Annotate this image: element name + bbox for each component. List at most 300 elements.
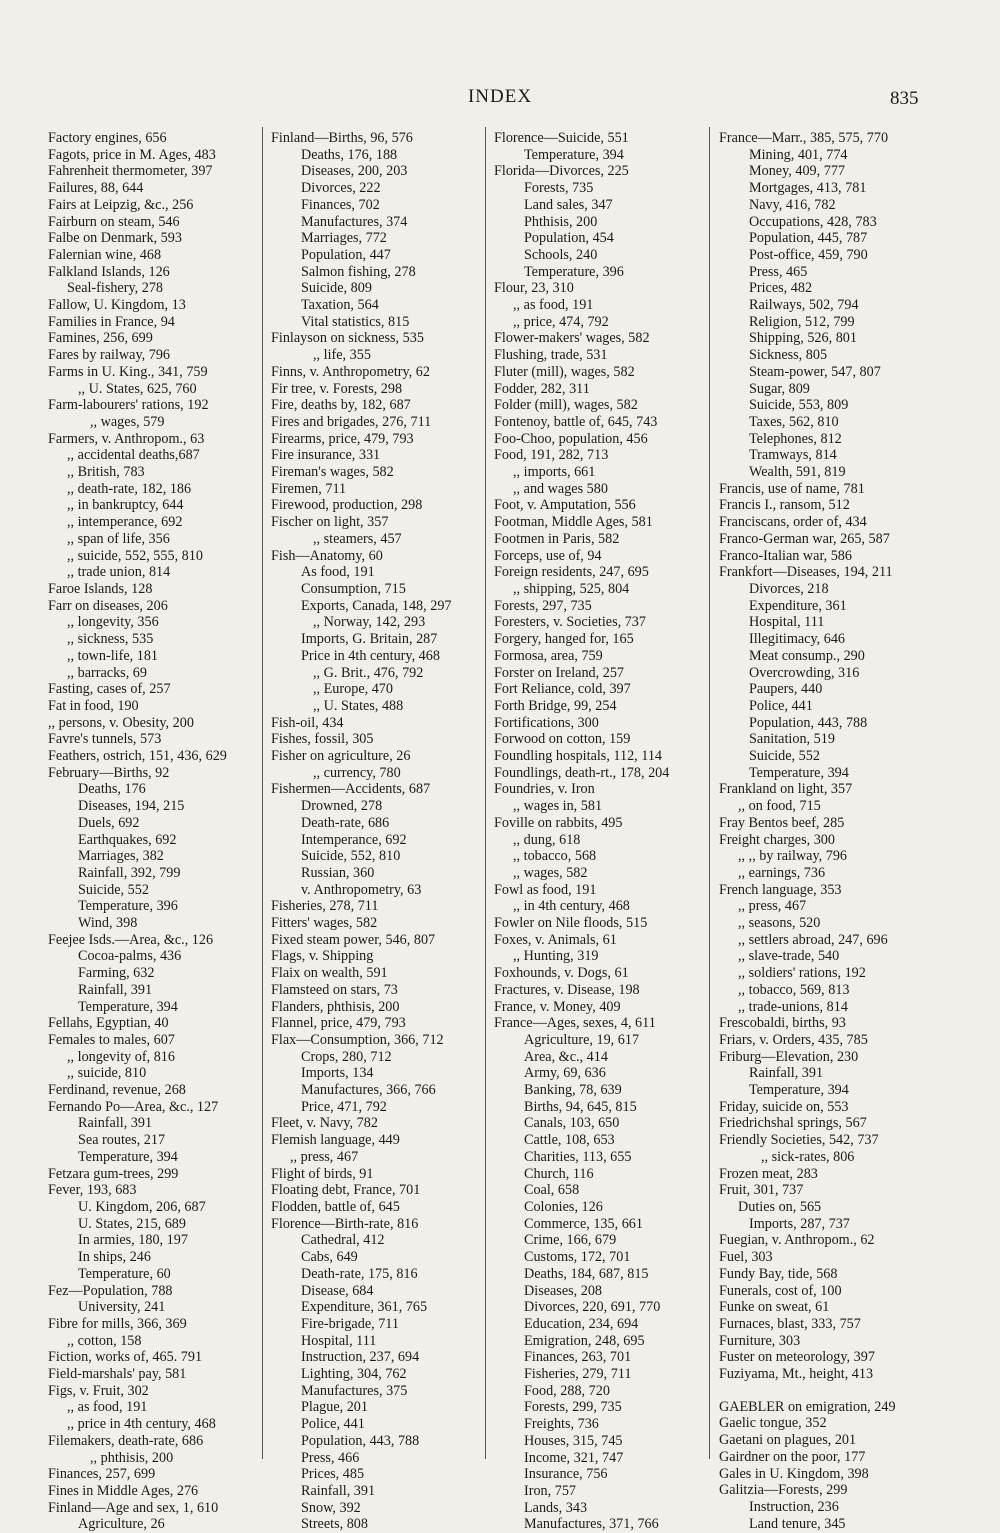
- index-entry: ,, suicide, 552, 555, 810: [67, 547, 203, 564]
- index-entry: ,, suicide, 810: [67, 1065, 147, 1082]
- index-entry: In ships, 246: [78, 1249, 151, 1266]
- index-entry: ,, sick-rates, 806: [761, 1148, 855, 1165]
- index-entry: Farr on diseases, 206: [48, 597, 168, 614]
- index-entry: Suicide, 809: [301, 280, 372, 297]
- index-entry: ,, seasons, 520: [738, 915, 821, 932]
- index-entry: Flour, 23, 310: [494, 280, 574, 297]
- index-entry: Foville on rabbits, 495: [494, 814, 623, 831]
- index-entry: Intemperance, 692: [301, 831, 407, 848]
- index-entry: Firewood, production, 298: [271, 497, 423, 514]
- index-entry: Lands, 343: [524, 1499, 588, 1516]
- index-entry: Furniture, 303: [719, 1332, 801, 1349]
- index-entry: Rainfall, 391: [749, 1065, 824, 1082]
- index-entry: Railways, 502, 794: [749, 297, 859, 314]
- index-entry: ,, dung, 618: [513, 831, 581, 848]
- index-entry: ,, U. States, 488: [313, 697, 404, 714]
- index-entry: Press, 465: [749, 263, 808, 280]
- index-entry: Frankfort—Diseases, 194, 211: [719, 564, 893, 581]
- index-entry: Marriages, 772: [301, 230, 387, 247]
- index-entry: ,, wages, 582: [513, 864, 588, 881]
- index-entry: Births, 94, 645, 815: [524, 1098, 637, 1115]
- index-entry: ,, settlers abroad, 247, 696: [738, 931, 888, 948]
- index-entry: Snow, 392: [301, 1499, 361, 1516]
- index-entry: Fiction, works of, 465. 791: [48, 1349, 203, 1366]
- index-entry: Gairdner on the poor, 177: [719, 1448, 866, 1465]
- index-entry: Crime, 166, 679: [524, 1232, 617, 1249]
- index-entry: Religion, 512, 799: [749, 313, 855, 330]
- index-entry: Farming, 632: [78, 965, 155, 982]
- index-entry: Fundy Bay, tide, 568: [719, 1265, 838, 1282]
- index-entry: Foundling hospitals, 112, 114: [494, 748, 663, 765]
- index-column-3: [494, 130, 724, 1533]
- index-entry: ,, accidental deaths,687: [67, 447, 200, 464]
- index-entry: Females to males, 607: [48, 1031, 175, 1048]
- index-entry: Hospital, 111: [301, 1332, 377, 1349]
- index-entry: ,, ,, by railway, 796: [738, 848, 848, 865]
- index-entry: Population, 443, 788: [749, 714, 868, 731]
- index-entry: Food, 191, 282, 713: [494, 447, 609, 464]
- index-entry: ,, town-life, 181: [67, 647, 159, 664]
- index-entry: ,, on food, 715: [738, 798, 821, 815]
- index-entry: Divorces, 222: [301, 180, 381, 197]
- index-entry: ,, price, 474, 792: [513, 313, 609, 330]
- index-entry: Expenditure, 361, 765: [301, 1299, 428, 1316]
- index-entry: ,, steamers, 457: [313, 530, 402, 547]
- index-entry: Farm-labourers' rations, 192: [48, 397, 209, 414]
- index-entry: Fever, 193, 683: [48, 1182, 137, 1199]
- index-entry: ,, wages, 579: [90, 413, 165, 430]
- index-entry: Temperature, 394: [78, 1148, 178, 1165]
- index-entry: Florence—Suicide, 551: [494, 130, 629, 146]
- index-entry: U. States, 215, 689: [78, 1215, 186, 1232]
- index-entry: Feathers, ostrich, 151, 436, 629: [48, 748, 227, 765]
- index-entry: Manufactures, 366, 766: [301, 1082, 436, 1099]
- index-entry: Fat in food, 190: [48, 697, 139, 714]
- index-entry: Rainfall, 392, 799: [78, 864, 181, 881]
- index-entry: Food, 288, 720: [524, 1382, 610, 1399]
- index-entry: Cattle, 108, 653: [524, 1132, 615, 1149]
- index-entry: Land sales, 347: [524, 196, 613, 213]
- index-entry: Fagots, price in M. Ages, 483: [48, 146, 216, 163]
- index-entry: Francis, use of name, 781: [719, 480, 865, 497]
- index-entry: Drowned, 278: [301, 798, 383, 815]
- index-entry: ,, shipping, 525, 804: [513, 580, 630, 597]
- index-entry: Franciscans, order of, 434: [719, 514, 867, 531]
- index-entry: Fuegian, v. Anthropom., 62: [719, 1232, 875, 1249]
- index-entry: ,, British, 783: [67, 464, 145, 481]
- index-entry: Fuziyama, Mt., height, 413: [719, 1366, 874, 1383]
- index-entry: Filemakers, death-rate, 686: [48, 1432, 204, 1449]
- index-entry: Steam-power, 547, 807: [749, 363, 881, 380]
- index-entry: Flags, v. Shipping: [271, 948, 374, 965]
- index-entry: Falkland Islands, 126: [48, 263, 170, 280]
- index-entry: Flanders, phthisis, 200: [271, 998, 400, 1015]
- index-entry: Earthquakes, 692: [78, 831, 177, 848]
- index-entry: Temperature, 394: [749, 764, 849, 781]
- index-entry: Wealth, 591, 819: [749, 464, 846, 481]
- index-entry: Price, 471, 792: [301, 1098, 387, 1115]
- index-entry: Death-rate, 686: [301, 814, 390, 831]
- index-entry: Population, 454: [524, 230, 614, 247]
- index-entry: Navy, 416, 782: [749, 196, 836, 213]
- index-entry: As food, 191: [301, 564, 375, 581]
- index-entry: Wind, 398: [78, 915, 138, 932]
- page-header-title: INDEX: [467, 86, 533, 107]
- index-entry: Fodder, 282, 311: [494, 380, 590, 397]
- index-entry: Frescobaldi, births, 93: [719, 1015, 846, 1032]
- index-entry: Land tenure, 345: [749, 1515, 846, 1532]
- index-entry: France, v. Money, 409: [494, 998, 621, 1015]
- index-entry: ,, span of life, 356: [67, 530, 170, 547]
- index-entry: Ferdinand, revenue, 268: [48, 1082, 186, 1099]
- index-entry: Finland—Births, 96, 576: [271, 130, 413, 146]
- index-entry: Prices, 482: [749, 280, 813, 297]
- index-entry: Prices, 485: [301, 1466, 365, 1483]
- index-entry: Manufactures, 371, 766: [524, 1516, 659, 1533]
- index-entry: Church, 116: [524, 1165, 594, 1182]
- index-entry: Fire, deaths by, 182, 687: [271, 397, 411, 414]
- index-entry: Foreign residents, 247, 695: [494, 564, 649, 581]
- index-entry: Fire-brigade, 711: [301, 1315, 399, 1332]
- index-entry: Failures, 88, 644: [48, 180, 144, 197]
- index-entry: Forth Bridge, 99, 254: [494, 697, 617, 714]
- index-entry: ,, death-rate, 182, 186: [67, 480, 192, 497]
- index-entry: French language, 353: [719, 881, 842, 898]
- index-entry: Foo-Choo, population, 456: [494, 430, 648, 447]
- index-entry: Faroe Islands, 128: [48, 580, 153, 597]
- index-entry: Farmers, v. Anthropom., 63: [48, 430, 205, 447]
- index-entry: Meat consump., 290: [749, 647, 865, 664]
- index-entry: Fish—Anatomy, 60: [271, 547, 383, 564]
- index-entry: Fez—Population, 788: [48, 1282, 173, 1299]
- index-entry: Foundries, v. Iron: [494, 781, 595, 798]
- index-entry: Fibre for mills, 366, 369: [48, 1315, 187, 1332]
- index-entry: Expenditure, 361: [749, 597, 847, 614]
- index-entry: Fires and brigades, 276, 711: [271, 413, 432, 430]
- index-entry: Press, 466: [301, 1449, 360, 1466]
- index-entry: ,, in 4th century, 468: [513, 898, 630, 915]
- index-entry: Fireman's wages, 582: [271, 464, 394, 481]
- index-entry: ,, life, 355: [313, 347, 371, 364]
- index-entry: ,, wages in, 581: [513, 798, 603, 815]
- index-entry: ,, currency, 780: [313, 764, 401, 781]
- index-entry: Footmen in Paris, 582: [494, 530, 620, 547]
- index-entry: Sanitation, 519: [749, 731, 835, 748]
- index-entry: ,, persons, v. Obesity, 200: [48, 714, 194, 731]
- index-entry: Flower-makers' wages, 582: [494, 330, 650, 347]
- index-entry: Crops, 280, 712: [301, 1048, 392, 1065]
- index-entry: Footman, Middle Ages, 581: [494, 514, 653, 531]
- index-entry: February—Births, 92: [48, 764, 170, 781]
- index-entry: Suicide, 553, 809: [749, 397, 849, 414]
- index-entry: Agriculture, 19, 617: [524, 1031, 640, 1048]
- index-entry: Fisher on agriculture, 26: [271, 748, 411, 765]
- index-entry: Temperature, 394: [524, 146, 624, 163]
- index-entry: Fairburn on steam, 546: [48, 213, 180, 230]
- index-entry: Forceps, use of, 94: [494, 547, 602, 564]
- index-entry: Cocoa-palms, 436: [78, 948, 182, 965]
- index-entry: Foxhounds, v. Dogs, 61: [494, 965, 629, 982]
- index-entry: Gales in U. Kingdom, 398: [719, 1465, 869, 1482]
- index-entry: Post-office, 459, 790: [749, 246, 868, 263]
- index-entry: Fishermen—Accidents, 687: [271, 781, 431, 798]
- index-entry: Colonies, 126: [524, 1199, 603, 1215]
- index-entry: Freights, 736: [524, 1416, 599, 1433]
- index-entry: Charities, 113, 655: [524, 1148, 632, 1165]
- index-entry: Overcrowding, 316: [749, 664, 860, 681]
- index-entry: Gaelic tongue, 352: [719, 1415, 827, 1432]
- index-entry: Area, &c., 414: [524, 1048, 608, 1065]
- index-entry: Taxes, 562, 810: [749, 413, 839, 430]
- index-entry: Fallow, U. Kingdom, 13: [48, 297, 186, 314]
- index-entry: Seal-fishery, 278: [67, 280, 164, 297]
- index-entry: ,, price in 4th century, 468: [67, 1416, 216, 1433]
- index-entry: Sea routes, 217: [78, 1132, 166, 1149]
- index-entry: Frankland on light, 357: [719, 781, 853, 798]
- index-entry: U. Kingdom, 206, 687: [78, 1199, 206, 1215]
- index-entry: Commerce, 135, 661: [524, 1215, 643, 1232]
- index-entry: ,, in bankruptcy, 644: [67, 497, 184, 514]
- index-entry: Russian, 360: [301, 864, 375, 881]
- index-entry: Paupers, 440: [749, 681, 823, 698]
- index-entry: Cabs, 649: [301, 1249, 358, 1266]
- index-entry: Families in France, 94: [48, 313, 175, 330]
- index-entry: Duties on, 565: [738, 1199, 822, 1215]
- index-entry: Shipping, 526, 801: [749, 330, 857, 347]
- index-entry: Fray Bentos beef, 285: [719, 814, 845, 831]
- index-entry: Falernian wine, 468: [48, 246, 162, 263]
- index-entry: Mining, 401, 774: [749, 146, 848, 163]
- index-entry: Canals, 103, 650: [524, 1115, 620, 1132]
- index-column-4: [719, 130, 949, 1532]
- index-entry: Finlayson on sickness, 535: [271, 330, 424, 347]
- index-entry: Lighting, 304, 762: [301, 1366, 407, 1383]
- index-entry: Fuel, 303: [719, 1249, 773, 1266]
- index-entry: Occupations, 428, 783: [749, 213, 877, 230]
- index-entry: Diseases, 194, 215: [78, 798, 185, 815]
- index-entry: Illegitimacy, 646: [749, 631, 846, 648]
- index-entry: ,, sickness, 535: [67, 631, 154, 648]
- index-entry: Emigration, 248, 695: [524, 1332, 645, 1349]
- index-entry: ,, and wages 580: [513, 480, 608, 497]
- index-entry: Friendly Societies, 542, 737: [719, 1132, 879, 1149]
- index-entry: Franco-Italian war, 586: [719, 547, 852, 564]
- index-entry: Mortgages, 413, 781: [749, 180, 867, 197]
- index-entry: Flannel, price, 479, 793: [271, 1015, 406, 1032]
- index-entry: Fractures, v. Disease, 198: [494, 981, 640, 998]
- index-entry: Diseases, 200, 203: [301, 163, 408, 180]
- index-entry: Agriculture, 26: [78, 1516, 165, 1533]
- index-entry: Temperature, 396: [524, 263, 624, 280]
- index-entry: ,, U. States, 625, 760: [78, 380, 197, 397]
- index-entry: Fishes, fossil, 305: [271, 731, 374, 748]
- index-entry: Friburg—Elevation, 230: [719, 1048, 859, 1065]
- index-entry: Sugar, 809: [749, 380, 810, 397]
- index-entry: Formosa, area, 759: [494, 647, 603, 664]
- index-entry: Fleet, v. Navy, 782: [271, 1115, 378, 1132]
- index-entry: Firearms, price, 479, 793: [271, 430, 414, 447]
- index-entry: Fixed steam power, 546, 807: [271, 931, 436, 948]
- index-entry: ,, Hunting, 319: [513, 948, 599, 965]
- index-entry: Florida—Divorces, 225: [494, 163, 629, 180]
- index-entry: Fines in Middle Ages, 276: [48, 1482, 199, 1499]
- index-entry: Foresters, v. Societies, 737: [494, 614, 646, 631]
- index-entry: ,, longevity, 356: [67, 614, 159, 631]
- index-entry: Finns, v. Anthropometry, 62: [271, 363, 430, 380]
- index-entry: Furnaces, blast, 333, 757: [719, 1315, 861, 1332]
- index-entry: Fitters' wages, 582: [271, 915, 378, 932]
- index-entry: Favre's tunnels, 573: [48, 731, 162, 748]
- index-entry: Fetzara gum-trees, 299: [48, 1165, 179, 1182]
- index-entry: Friedrichshal springs, 567: [719, 1115, 867, 1132]
- index-entry: Fares by railway, 796: [48, 347, 171, 364]
- index-entry: Banking, 78, 639: [524, 1082, 622, 1099]
- index-entry: Forwood on cotton, 159: [494, 731, 631, 748]
- index-entry: ,, Europe, 470: [313, 681, 393, 698]
- index-entry: Temperature, 394: [749, 1082, 849, 1099]
- index-entry: Deaths, 176, 188: [301, 146, 398, 163]
- index-entry: Fire insurance, 331: [271, 447, 381, 464]
- index-entry: ,, Norway, 142, 293: [313, 614, 426, 631]
- index-entry: Forster on Ireland, 257: [494, 664, 625, 681]
- index-entry: ,, trade-unions, 814: [738, 998, 848, 1015]
- index-entry: ,, tobacco, 569, 813: [738, 981, 850, 998]
- index-entry: Fish-oil, 434: [271, 714, 344, 731]
- index-entry: Friars, v. Orders, 435, 785: [719, 1031, 868, 1048]
- index-entry: Foundlings, death-rt., 178, 204: [494, 764, 670, 781]
- index-entry: Houses, 315, 745: [524, 1432, 623, 1449]
- index-entry: Police, 441: [301, 1416, 365, 1433]
- index-entry: Rainfall, 391: [78, 1115, 153, 1132]
- index-entry: Taxation, 564: [301, 297, 379, 314]
- index-entry: Imports, 287, 737: [749, 1215, 850, 1232]
- index-entry: Fontenoy, battle of, 645, 743: [494, 413, 658, 430]
- index-entry: Francis I., ransom, 512: [719, 497, 850, 514]
- index-entry: Population, 447: [301, 246, 391, 263]
- index-entry: Cathedral, 412: [301, 1232, 385, 1249]
- index-entry: Flaix on wealth, 591: [271, 965, 388, 982]
- index-entry: Exports, Canada, 148, 297: [301, 597, 452, 614]
- index-entry: Forgery, hanged for, 165: [494, 631, 634, 648]
- index-entry: Temperature, 394: [78, 998, 178, 1015]
- index-entry: Fairs at Leipzig, &c., 256: [48, 196, 194, 213]
- index-entry: Fowler on Nile floods, 515: [494, 915, 648, 932]
- index-entry: ,, earnings, 736: [738, 864, 826, 881]
- index-entry: Friday, suicide on, 553: [719, 1098, 849, 1115]
- index-entry: Rainfall, 391: [78, 981, 153, 998]
- index-entry: Suicide, 552: [749, 748, 820, 765]
- index-entry: Farms in U. King., 341, 759: [48, 363, 208, 380]
- index-entry: ,, intemperance, 692: [67, 514, 183, 531]
- index-entry: ,, longevity of, 816: [67, 1048, 175, 1065]
- index-entry: Manufactures, 374: [301, 213, 408, 230]
- index-entry: Finances, 702: [301, 196, 380, 213]
- index-entry: Gaetani on plagues, 201: [719, 1432, 857, 1449]
- index-entry: Flamsteed on stars, 73: [271, 981, 398, 998]
- index-entry: Customs, 172, 701: [524, 1249, 631, 1266]
- index-entry: Factory engines, 656: [48, 130, 167, 146]
- index-entry: Flight of birds, 91: [271, 1165, 374, 1182]
- index-entry: Frozen meat, 283: [719, 1165, 818, 1182]
- index-column-2: [271, 130, 501, 1533]
- index-entry: ,, tobacco, 568: [513, 848, 597, 865]
- index-entry: ,, barracks, 69: [67, 664, 147, 681]
- index-entry: Divorces, 220, 691, 770: [524, 1299, 661, 1316]
- index-entry: Floating debt, France, 701: [271, 1182, 421, 1199]
- index-entry: ,, trade union, 814: [67, 564, 171, 581]
- index-entry: Temperature, 396: [78, 898, 178, 915]
- index-entry: Schools, 240: [524, 246, 598, 263]
- index-entry: ,, press, 467: [290, 1148, 359, 1165]
- index-entry: Fort Reliance, cold, 397: [494, 681, 631, 698]
- index-entry: ,, cotton, 158: [67, 1332, 142, 1349]
- index-entry: Fisheries, 279, 711: [524, 1366, 632, 1383]
- index-entry: Fortifications, 300: [494, 714, 599, 731]
- index-entry: Disease, 684: [301, 1282, 374, 1299]
- index-entry: ,, press, 467: [738, 898, 807, 915]
- index-entry: Telephones, 812: [749, 430, 842, 447]
- index-entry: Diseases, 208: [524, 1282, 603, 1299]
- index-entry: Suicide, 552: [78, 881, 149, 898]
- index-entry: Deaths, 184, 687, 815: [524, 1265, 649, 1282]
- index-entry: Flushing, trade, 531: [494, 347, 608, 364]
- index-entry: GAEBLER on emigration, 249: [719, 1398, 896, 1415]
- index-entry: Fahrenheit thermometer, 397: [48, 163, 213, 180]
- index-entry: ,, as food, 191: [67, 1399, 148, 1416]
- index-entry: Famines, 256, 699: [48, 330, 153, 347]
- index-entry: France—Marr., 385, 575, 770: [719, 130, 889, 146]
- index-entry: Imports, G. Britain, 287: [301, 631, 438, 648]
- index-entry: In armies, 180, 197: [78, 1232, 188, 1249]
- index-entry: Education, 234, 694: [524, 1315, 639, 1332]
- index-entry: v. Anthropometry, 63: [301, 881, 422, 898]
- index-entry: Foxes, v. Animals, 61: [494, 931, 617, 948]
- index-entry: Streets, 808: [301, 1516, 368, 1533]
- index-entry: Fir tree, v. Forests, 298: [271, 380, 403, 397]
- index-entry: Phthisis, 200: [524, 213, 598, 230]
- index-entry: France—Ages, sexes, 4, 611: [494, 1015, 656, 1032]
- index-entry: Instruction, 236: [749, 1498, 839, 1515]
- index-entry: Deaths, 176: [78, 781, 146, 798]
- page-number: 835: [890, 88, 919, 109]
- index-entry: Tramways, 814: [749, 447, 837, 464]
- index-entry: Money, 409, 777: [749, 163, 846, 180]
- index-column-1: [48, 130, 278, 1533]
- index-entry: Forests, 735: [524, 180, 594, 197]
- index-entry: Rainfall, 391: [301, 1482, 376, 1499]
- index-entry: Finland—Age and sex, 1, 610: [48, 1499, 219, 1516]
- index-entry: Police, 441: [749, 697, 813, 714]
- index-entry: Population, 443, 788: [301, 1432, 420, 1449]
- index-entry: Flemish language, 449: [271, 1132, 400, 1149]
- index-entry: Income, 321, 747: [524, 1449, 624, 1466]
- index-entry: Figs, v. Fruit, 302: [48, 1382, 149, 1399]
- index-entry: Vital statistics, 815: [301, 313, 410, 330]
- index-entry: Iron, 757: [524, 1482, 577, 1499]
- index-entry: Fluter (mill), wages, 582: [494, 363, 635, 380]
- index-entry: ,, slave-trade, 540: [738, 948, 840, 965]
- index-entry: Instruction, 237, 694: [301, 1349, 420, 1366]
- index-entry: Population, 445, 787: [749, 230, 868, 247]
- index-entry: Fruit, 301, 737: [719, 1182, 804, 1199]
- index-entry: Suicide, 552, 810: [301, 848, 401, 865]
- index-entry: Forests, 299, 735: [524, 1399, 622, 1416]
- index-entry: Finances, 263, 701: [524, 1349, 632, 1366]
- index-entry: Folder (mill), wages, 582: [494, 397, 638, 414]
- index-entry: Divorces, 218: [749, 580, 829, 597]
- index-entry: Death-rate, 175, 816: [301, 1265, 418, 1282]
- index-entry: Plague, 201: [301, 1399, 368, 1416]
